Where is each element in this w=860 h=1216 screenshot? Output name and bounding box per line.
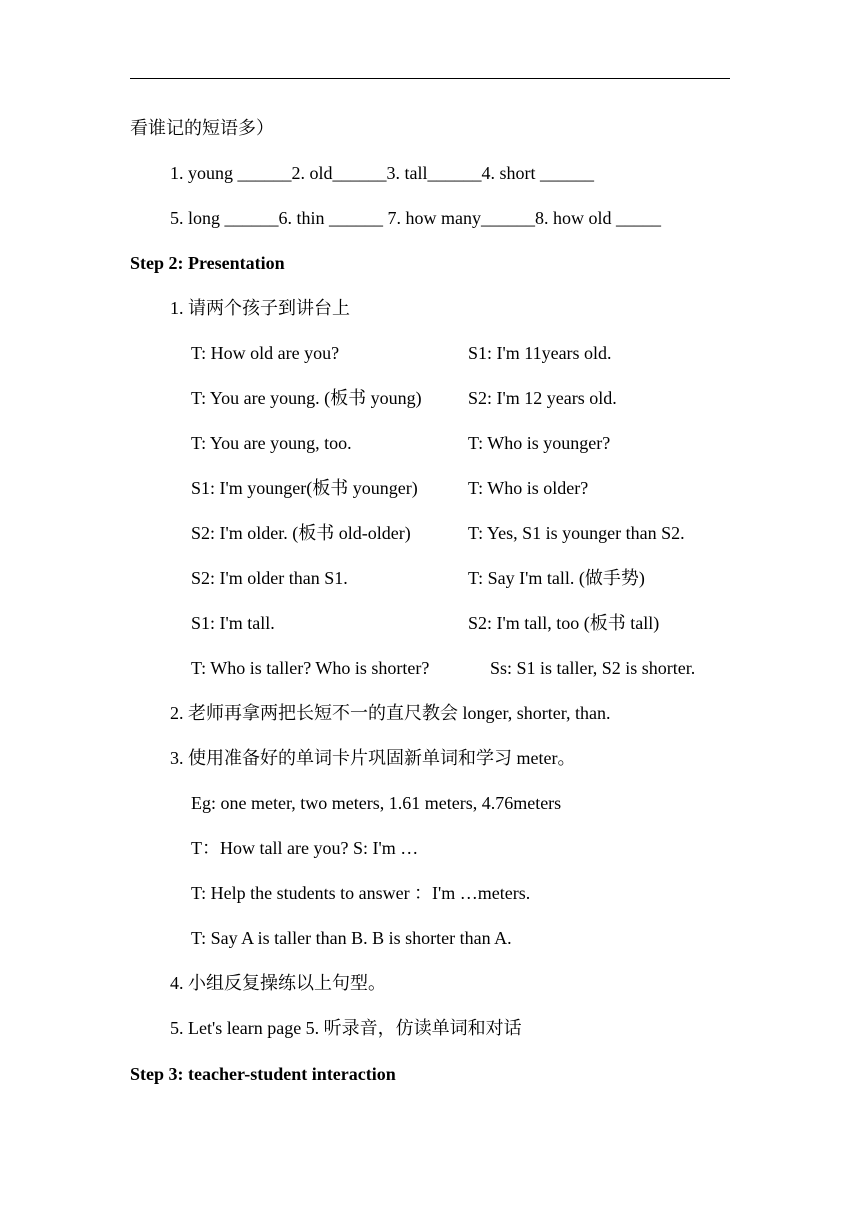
intro-text: 看谁记的短语多） bbox=[130, 118, 274, 138]
item3-line-4: T: Say A is taller than B. B is shorter than A. bbox=[191, 928, 512, 948]
phrase-line-1: 1. young ______2. old______3. tall______4. short ______ bbox=[170, 163, 594, 183]
step2-heading: Step 2: Presentation bbox=[130, 253, 285, 273]
step2-item-2: 2. 老师再拿两把长短不一的直尺教会 longer, shorter, than. bbox=[170, 703, 611, 723]
dialogue-left-7: S1: I'm tall. bbox=[191, 613, 275, 633]
dialogue-right-1: S1: I'm 11years old. bbox=[468, 343, 612, 363]
dialogue-right-5: T: Yes, S1 is younger than S2. bbox=[468, 523, 685, 543]
dialogue-left-4: S1: I'm younger(板书 younger) bbox=[191, 478, 418, 498]
step2-item-3: 3. 使用准备好的单词卡片巩固新单词和学习 meter。 bbox=[170, 748, 576, 768]
step2-item-1: 1. 请两个孩子到讲台上 bbox=[170, 298, 350, 318]
dialogue-left-3: T: You are young, too. bbox=[191, 433, 352, 453]
step2-item-5: 5. Let's learn page 5. 听录音，仿读单词和对话 bbox=[170, 1018, 522, 1038]
dialogue-left-2: T: You are young. (板书 young) bbox=[191, 388, 422, 408]
phrase-line-2: 5. long ______6. thin ______ 7. how many______8. how old _____ bbox=[170, 208, 661, 228]
dialogue-right-7: S2: I'm tall, too (板书 tall) bbox=[468, 613, 660, 633]
dialogue-right-8: Ss: S1 is taller, S2 is shorter. bbox=[490, 658, 696, 678]
dialogue-right-2: S2: I'm 12 years old. bbox=[468, 388, 617, 408]
dialogue-right-3: T: Who is younger? bbox=[468, 433, 611, 453]
dialogue-right-6: T: Say I'm tall. (做手势) bbox=[468, 568, 645, 588]
step2-item-4: 4. 小组反复操练以上句型。 bbox=[170, 973, 386, 993]
item3-line-3: T: Help the students to answer ：I'm …meters. bbox=[191, 883, 531, 903]
dialogue-right-4: T: Who is older? bbox=[468, 478, 589, 498]
step3-heading: Step 3: teacher-student interaction bbox=[130, 1064, 396, 1084]
item3-line-2: T：How tall are you? S: I'm … bbox=[191, 838, 419, 858]
dialogue-left-5: S2: I'm older. (板书 old-older) bbox=[191, 523, 411, 543]
header-rule bbox=[130, 78, 730, 79]
dialogue-left-1: T: How old are you? bbox=[191, 343, 340, 363]
dialogue-left-6: S2: I'm older than S1. bbox=[191, 568, 348, 588]
item3-line-1: Eg: one meter, two meters, 1.61 meters, 4.76meters bbox=[191, 793, 562, 813]
dialogue-left-8: T: Who is taller? Who is shorter? bbox=[191, 658, 430, 678]
